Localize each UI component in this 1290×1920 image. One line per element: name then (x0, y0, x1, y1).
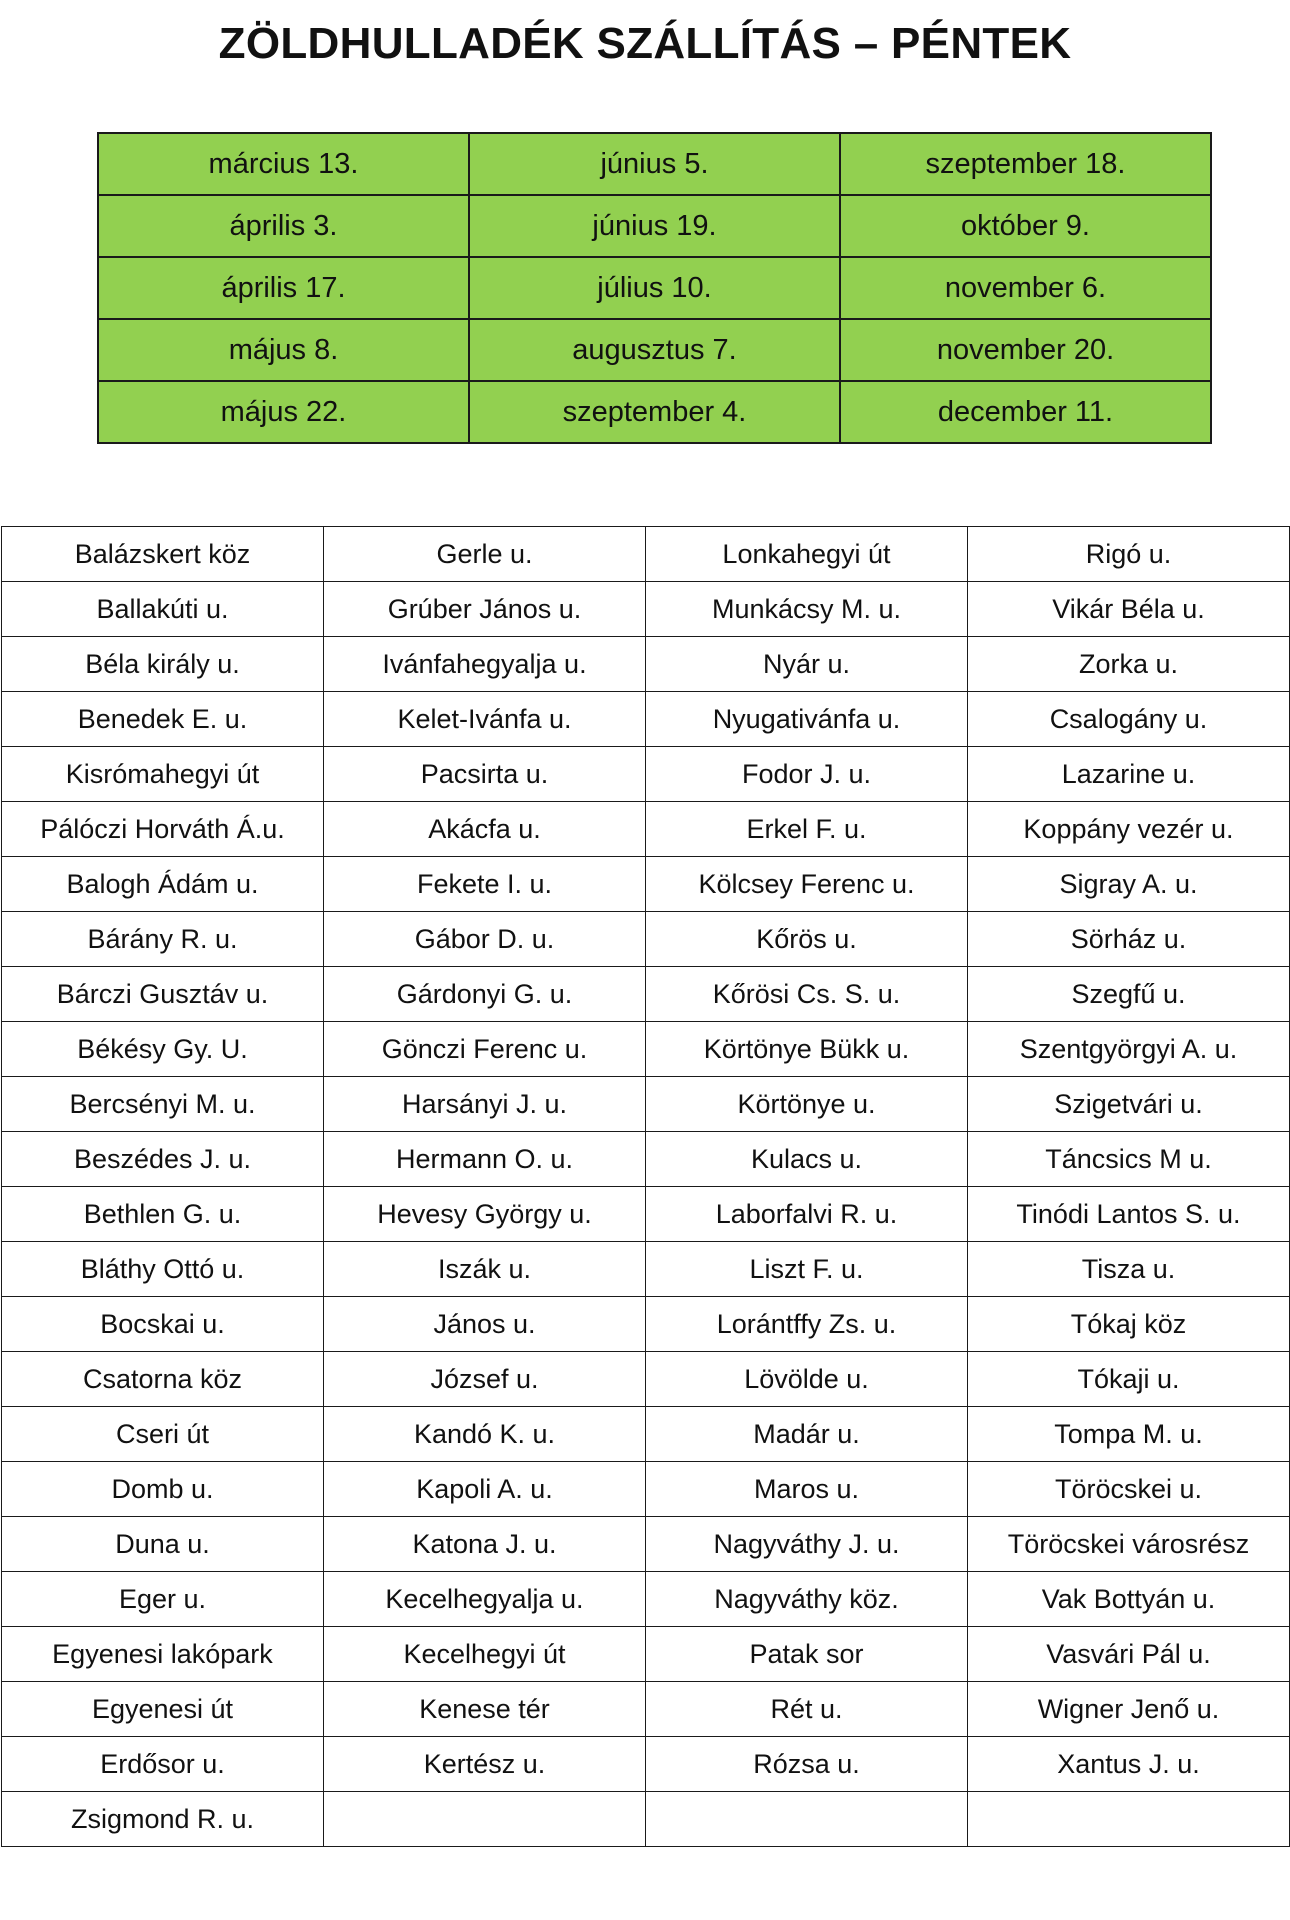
street-cell: Akácfa u. (324, 802, 646, 857)
date-row (98, 257, 1211, 319)
street-row (2, 1132, 1290, 1187)
street-row (2, 1572, 1290, 1627)
streets-body (2, 527, 1290, 1847)
street-row (2, 857, 1290, 912)
collection-dates-table (97, 132, 1212, 444)
street-cell: Pálóczi Horváth Á.u. (2, 802, 324, 857)
street-cell: János u. (324, 1297, 646, 1352)
street-cell: Vikár Béla u. (968, 582, 1290, 637)
date-row (98, 381, 1211, 443)
street-cell: Csalogány u. (968, 692, 1290, 747)
street-cell (324, 1792, 646, 1847)
street-cell: Kisrómahegyi út (2, 747, 324, 802)
street-cell: Bláthy Ottó u. (2, 1242, 324, 1297)
street-cell: Vak Bottyán u. (968, 1572, 1290, 1627)
street-cell: Ivánfahegyalja u. (324, 637, 646, 692)
street-cell: Koppány vezér u. (968, 802, 1290, 857)
street-cell: Béla király u. (2, 637, 324, 692)
street-cell: Békésy Gy. U. (2, 1022, 324, 1077)
street-cell: Liszt F. u. (646, 1242, 968, 1297)
street-cell: Kőrös u. (646, 912, 968, 967)
street-row (2, 582, 1290, 637)
street-row (2, 1517, 1290, 1572)
street-cell: Tókaji u. (968, 1352, 1290, 1407)
street-cell: Szentgyörgyi A. u. (968, 1022, 1290, 1077)
street-cell: Erkel F. u. (646, 802, 968, 857)
street-cell: Körtönye Bükk u. (646, 1022, 968, 1077)
date-cell: május 8. (98, 319, 469, 381)
street-cell: Tompa M. u. (968, 1407, 1290, 1462)
street-cell: Kandó K. u. (324, 1407, 646, 1462)
street-row (2, 527, 1290, 582)
street-cell: Munkácsy M. u. (646, 582, 968, 637)
street-cell: Zorka u. (968, 637, 1290, 692)
street-cell: Gerle u. (324, 527, 646, 582)
street-row (2, 1242, 1290, 1297)
street-cell: Kecelhegyalja u. (324, 1572, 646, 1627)
street-cell: Eger u. (2, 1572, 324, 1627)
date-cell: szeptember 18. (840, 133, 1211, 195)
street-cell: Lonkahegyi út (646, 527, 968, 582)
date-cell: március 13. (98, 133, 469, 195)
street-cell: Iszák u. (324, 1242, 646, 1297)
street-row (2, 1462, 1290, 1517)
collection-dates-body (98, 133, 1211, 443)
street-row (2, 1792, 1290, 1847)
street-cell: Kölcsey Ferenc u. (646, 857, 968, 912)
street-cell: Kapoli A. u. (324, 1462, 646, 1517)
streets-table (1, 526, 1290, 1847)
date-cell: április 17. (98, 257, 469, 319)
street-cell: Sigray A. u. (968, 857, 1290, 912)
date-cell: szeptember 4. (469, 381, 840, 443)
street-row (2, 637, 1290, 692)
street-cell: Táncsics M u. (968, 1132, 1290, 1187)
street-cell: Zsigmond R. u. (2, 1792, 324, 1847)
street-cell: Szigetvári u. (968, 1077, 1290, 1132)
street-cell: Rigó u. (968, 527, 1290, 582)
street-cell: Bárczi Gusztáv u. (2, 967, 324, 1022)
street-row (2, 912, 1290, 967)
street-cell: Bethlen G. u. (2, 1187, 324, 1242)
page-title: ZÖLDHULLADÉK SZÁLLÍTÁS – PÉNTEK (218, 19, 1072, 68)
street-cell: Töröcskei városrész (968, 1517, 1290, 1572)
street-cell (968, 1792, 1290, 1847)
street-row (2, 1407, 1290, 1462)
street-cell: Tókaj köz (968, 1297, 1290, 1352)
street-cell: Balázskert köz (2, 527, 324, 582)
street-cell: Harsányi J. u. (324, 1077, 646, 1132)
street-cell: Kertész u. (324, 1737, 646, 1792)
street-cell: Bocskai u. (2, 1297, 324, 1352)
street-row (2, 1022, 1290, 1077)
street-cell: Rózsa u. (646, 1737, 968, 1792)
date-cell: október 9. (840, 195, 1211, 257)
street-cell: Csatorna köz (2, 1352, 324, 1407)
date-cell: június 5. (469, 133, 840, 195)
street-cell: Nagyváthy köz. (646, 1572, 968, 1627)
date-row (98, 319, 1211, 381)
street-cell (646, 1792, 968, 1847)
street-cell: Kecelhegyi út (324, 1627, 646, 1682)
street-cell: Madár u. (646, 1407, 968, 1462)
street-cell: Lorántffy Zs. u. (646, 1297, 968, 1352)
street-cell: Kenese tér (324, 1682, 646, 1737)
street-cell: Grúber János u. (324, 582, 646, 637)
street-cell: Vasvári Pál u. (968, 1627, 1290, 1682)
street-row (2, 1352, 1290, 1407)
street-cell: Kőrösi Cs. S. u. (646, 967, 968, 1022)
street-cell: Hevesy György u. (324, 1187, 646, 1242)
street-cell: Rét u. (646, 1682, 968, 1737)
street-row (2, 802, 1290, 857)
street-cell: Kelet-Ivánfa u. (324, 692, 646, 747)
street-row (2, 1737, 1290, 1792)
street-cell: Cseri út (2, 1407, 324, 1462)
date-cell: július 10. (469, 257, 840, 319)
street-cell: Domb u. (2, 1462, 324, 1517)
street-cell: Ballakúti u. (2, 582, 324, 637)
street-cell: Gárdonyi G. u. (324, 967, 646, 1022)
street-cell: Erdősor u. (2, 1737, 324, 1792)
street-cell: Tisza u. (968, 1242, 1290, 1297)
date-cell: december 11. (840, 381, 1211, 443)
street-cell: Gábor D. u. (324, 912, 646, 967)
street-row (2, 1682, 1290, 1737)
street-cell: Fekete I. u. (324, 857, 646, 912)
street-cell: Lazarine u. (968, 747, 1290, 802)
street-cell: Szegfű u. (968, 967, 1290, 1022)
street-cell: Maros u. (646, 1462, 968, 1517)
street-cell: Beszédes J. u. (2, 1132, 324, 1187)
date-row (98, 195, 1211, 257)
street-cell: Bercsényi M. u. (2, 1077, 324, 1132)
street-cell: Tinódi Lantos S. u. (968, 1187, 1290, 1242)
street-cell: Duna u. (2, 1517, 324, 1572)
street-row (2, 1077, 1290, 1132)
street-cell: Xantus J. u. (968, 1737, 1290, 1792)
street-cell: Lövölde u. (646, 1352, 968, 1407)
street-cell: Benedek E. u. (2, 692, 324, 747)
street-cell: Laborfalvi R. u. (646, 1187, 968, 1242)
street-cell: Balogh Ádám u. (2, 857, 324, 912)
date-cell: június 19. (469, 195, 840, 257)
street-cell: József u. (324, 1352, 646, 1407)
street-cell: Fodor J. u. (646, 747, 968, 802)
street-cell: Wigner Jenő u. (968, 1682, 1290, 1737)
street-cell: Kulacs u. (646, 1132, 968, 1187)
street-row (2, 1297, 1290, 1352)
street-cell: Egyenesi út (2, 1682, 324, 1737)
street-row (2, 1627, 1290, 1682)
date-cell: augusztus 7. (469, 319, 840, 381)
street-cell: Egyenesi lakópark (2, 1627, 324, 1682)
date-cell: november 6. (840, 257, 1211, 319)
street-row (2, 1187, 1290, 1242)
street-cell: Bárány R. u. (2, 912, 324, 967)
date-cell: november 20. (840, 319, 1211, 381)
street-cell: Körtönye u. (646, 1077, 968, 1132)
date-row (98, 133, 1211, 195)
street-cell: Patak sor (646, 1627, 968, 1682)
street-row (2, 967, 1290, 1022)
street-cell: Sörház u. (968, 912, 1290, 967)
street-row (2, 692, 1290, 747)
street-cell: Pacsirta u. (324, 747, 646, 802)
street-cell: Hermann O. u. (324, 1132, 646, 1187)
street-cell: Katona J. u. (324, 1517, 646, 1572)
street-cell: Nyugativánfa u. (646, 692, 968, 747)
date-cell: május 22. (98, 381, 469, 443)
street-cell: Nagyváthy J. u. (646, 1517, 968, 1572)
street-cell: Nyár u. (646, 637, 968, 692)
street-cell: Töröcskei u. (968, 1462, 1290, 1517)
date-cell: április 3. (98, 195, 469, 257)
street-row (2, 747, 1290, 802)
street-cell: Gönczi Ferenc u. (324, 1022, 646, 1077)
